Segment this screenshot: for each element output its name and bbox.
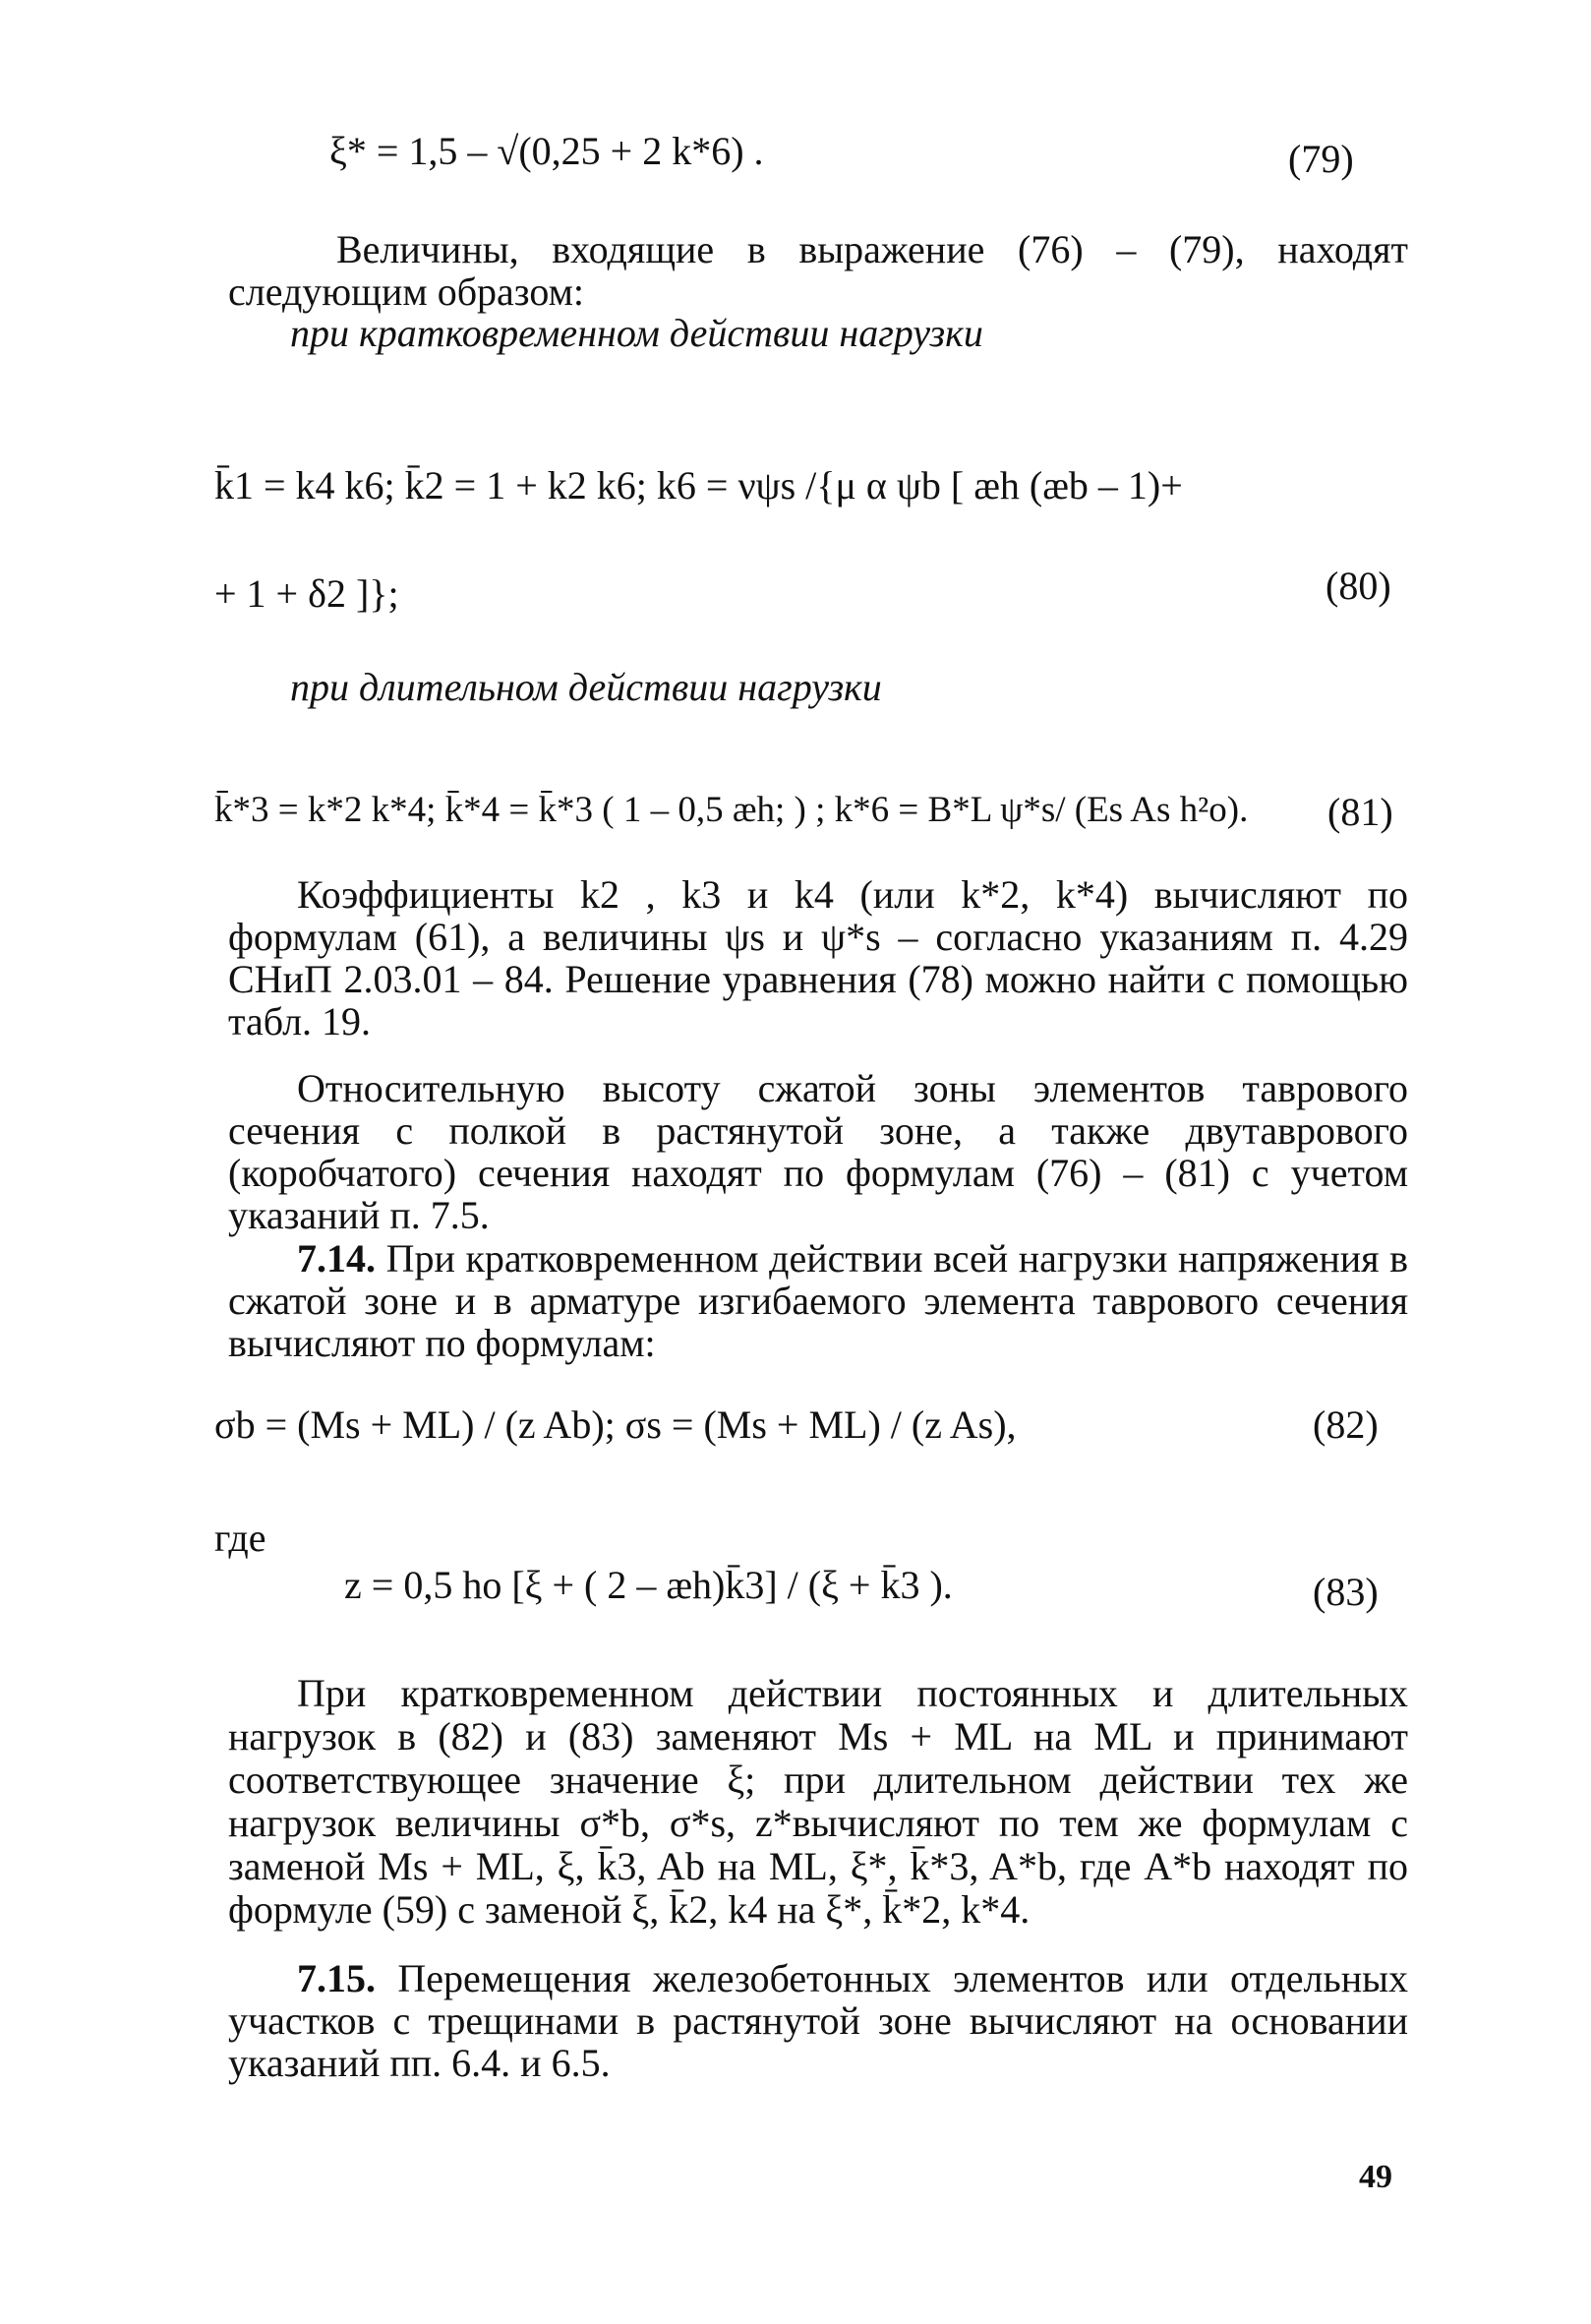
equation-number-83: (83) xyxy=(1313,1570,1379,1614)
page-number: 49 xyxy=(1359,2159,1392,2195)
heading-long-term-load: при длительном действии нагрузки xyxy=(290,665,882,709)
heading-short-term-load: при кратковременном действии нагрузки xyxy=(290,311,983,355)
equation-number-82: (82) xyxy=(1313,1402,1379,1447)
equation-82: σb = (Ms + ML) / (z Ab); σs = (Ms + ML) / (z As), xyxy=(214,1402,1017,1447)
equation-80-line-1: k̄1 = k4 k6; k̄2 = 1 + k2 k6; k6 = νψs /{μ α ψb [ æh (æb – 1)+ xyxy=(214,463,1183,507)
section-7-15-text: Перемещения железобетонных элементов или отдельных участков с трещинами в растянутой зоне вычисляют на основании указаний пп. 6.4. и 6.5. xyxy=(228,1956,1409,2085)
paragraph-values-intro: Величины, входящие в выражение (76) – (79), находят следующим образом: xyxy=(228,227,1408,314)
equation-80-line-2: + 1 + δ2 ]}; xyxy=(214,571,399,616)
section-number-7-15: 7.15. xyxy=(297,1956,376,2000)
equation-number-79: (79) xyxy=(1288,137,1354,181)
equation-79: ξ* = 1,5 – √(0,25 + 2 k*6) . xyxy=(329,129,764,173)
equation-83-where: где xyxy=(214,1516,266,1560)
section-number-7-14: 7.14. xyxy=(297,1236,376,1281)
paragraph-constant-loads: При кратковременном действии постоянных и длительных нагрузок в (82) и (83) заменяют Ms + ML на ML и принимают соответствующее значение ξ; при длительном действии тех же нагрузок величины σ*b, σ*s, z*вычисляют по тем же формулам с заменой Ms + ML, ξ, k̄3, Ab на ML, ξ*, k̄*3, A*b, где A*b находят по формуле (59) с заменой ξ, k̄2, k4 на ξ*, k̄*2, k*4. xyxy=(228,1671,1408,1932)
equation-81: k̄*3 = k*2 k*4; k̄*4 = k̄*3 ( 1 – 0,5 æh; ) ; k*6 = B*L ψ*s/ (Es As h²o). xyxy=(214,790,1249,830)
equation-83: z = 0,5 ho [ξ + ( 2 – æh)k̄3] / (ξ + k̄3 ). xyxy=(344,1563,953,1607)
section-7-14 xyxy=(228,1237,1408,1364)
equation-number-80: (80) xyxy=(1326,564,1391,608)
section-7-14-text: При кратковременном действии всей нагрузки напряжения в сжатой зоне и в арматуре изгибаемого элемента таврового сечения вычисляют по формулам: xyxy=(228,1236,1408,1365)
section-7-15 xyxy=(228,1957,1408,2084)
paragraph-coefficients: Коэффициенты k2 , k3 и k4 (или k*2, k*4) вычисляют по формулам (61), а величины ψs и ψ*s – согласно указаниям п. 4.29 СНиП 2.03.01 – 84. Решение уравнения (78) можно найти с помощью табл. 19. xyxy=(228,872,1408,1043)
equation-number-81: (81) xyxy=(1327,790,1393,834)
paragraph-relative-height: Относительную высоту сжатой зоны элементов таврового сечения с полкой в растянутой зоне, а также двутаврового (коробчатого) сечения находят по формулам (76) – (81) с учетом указаний п. 7.5. xyxy=(228,1066,1408,1237)
